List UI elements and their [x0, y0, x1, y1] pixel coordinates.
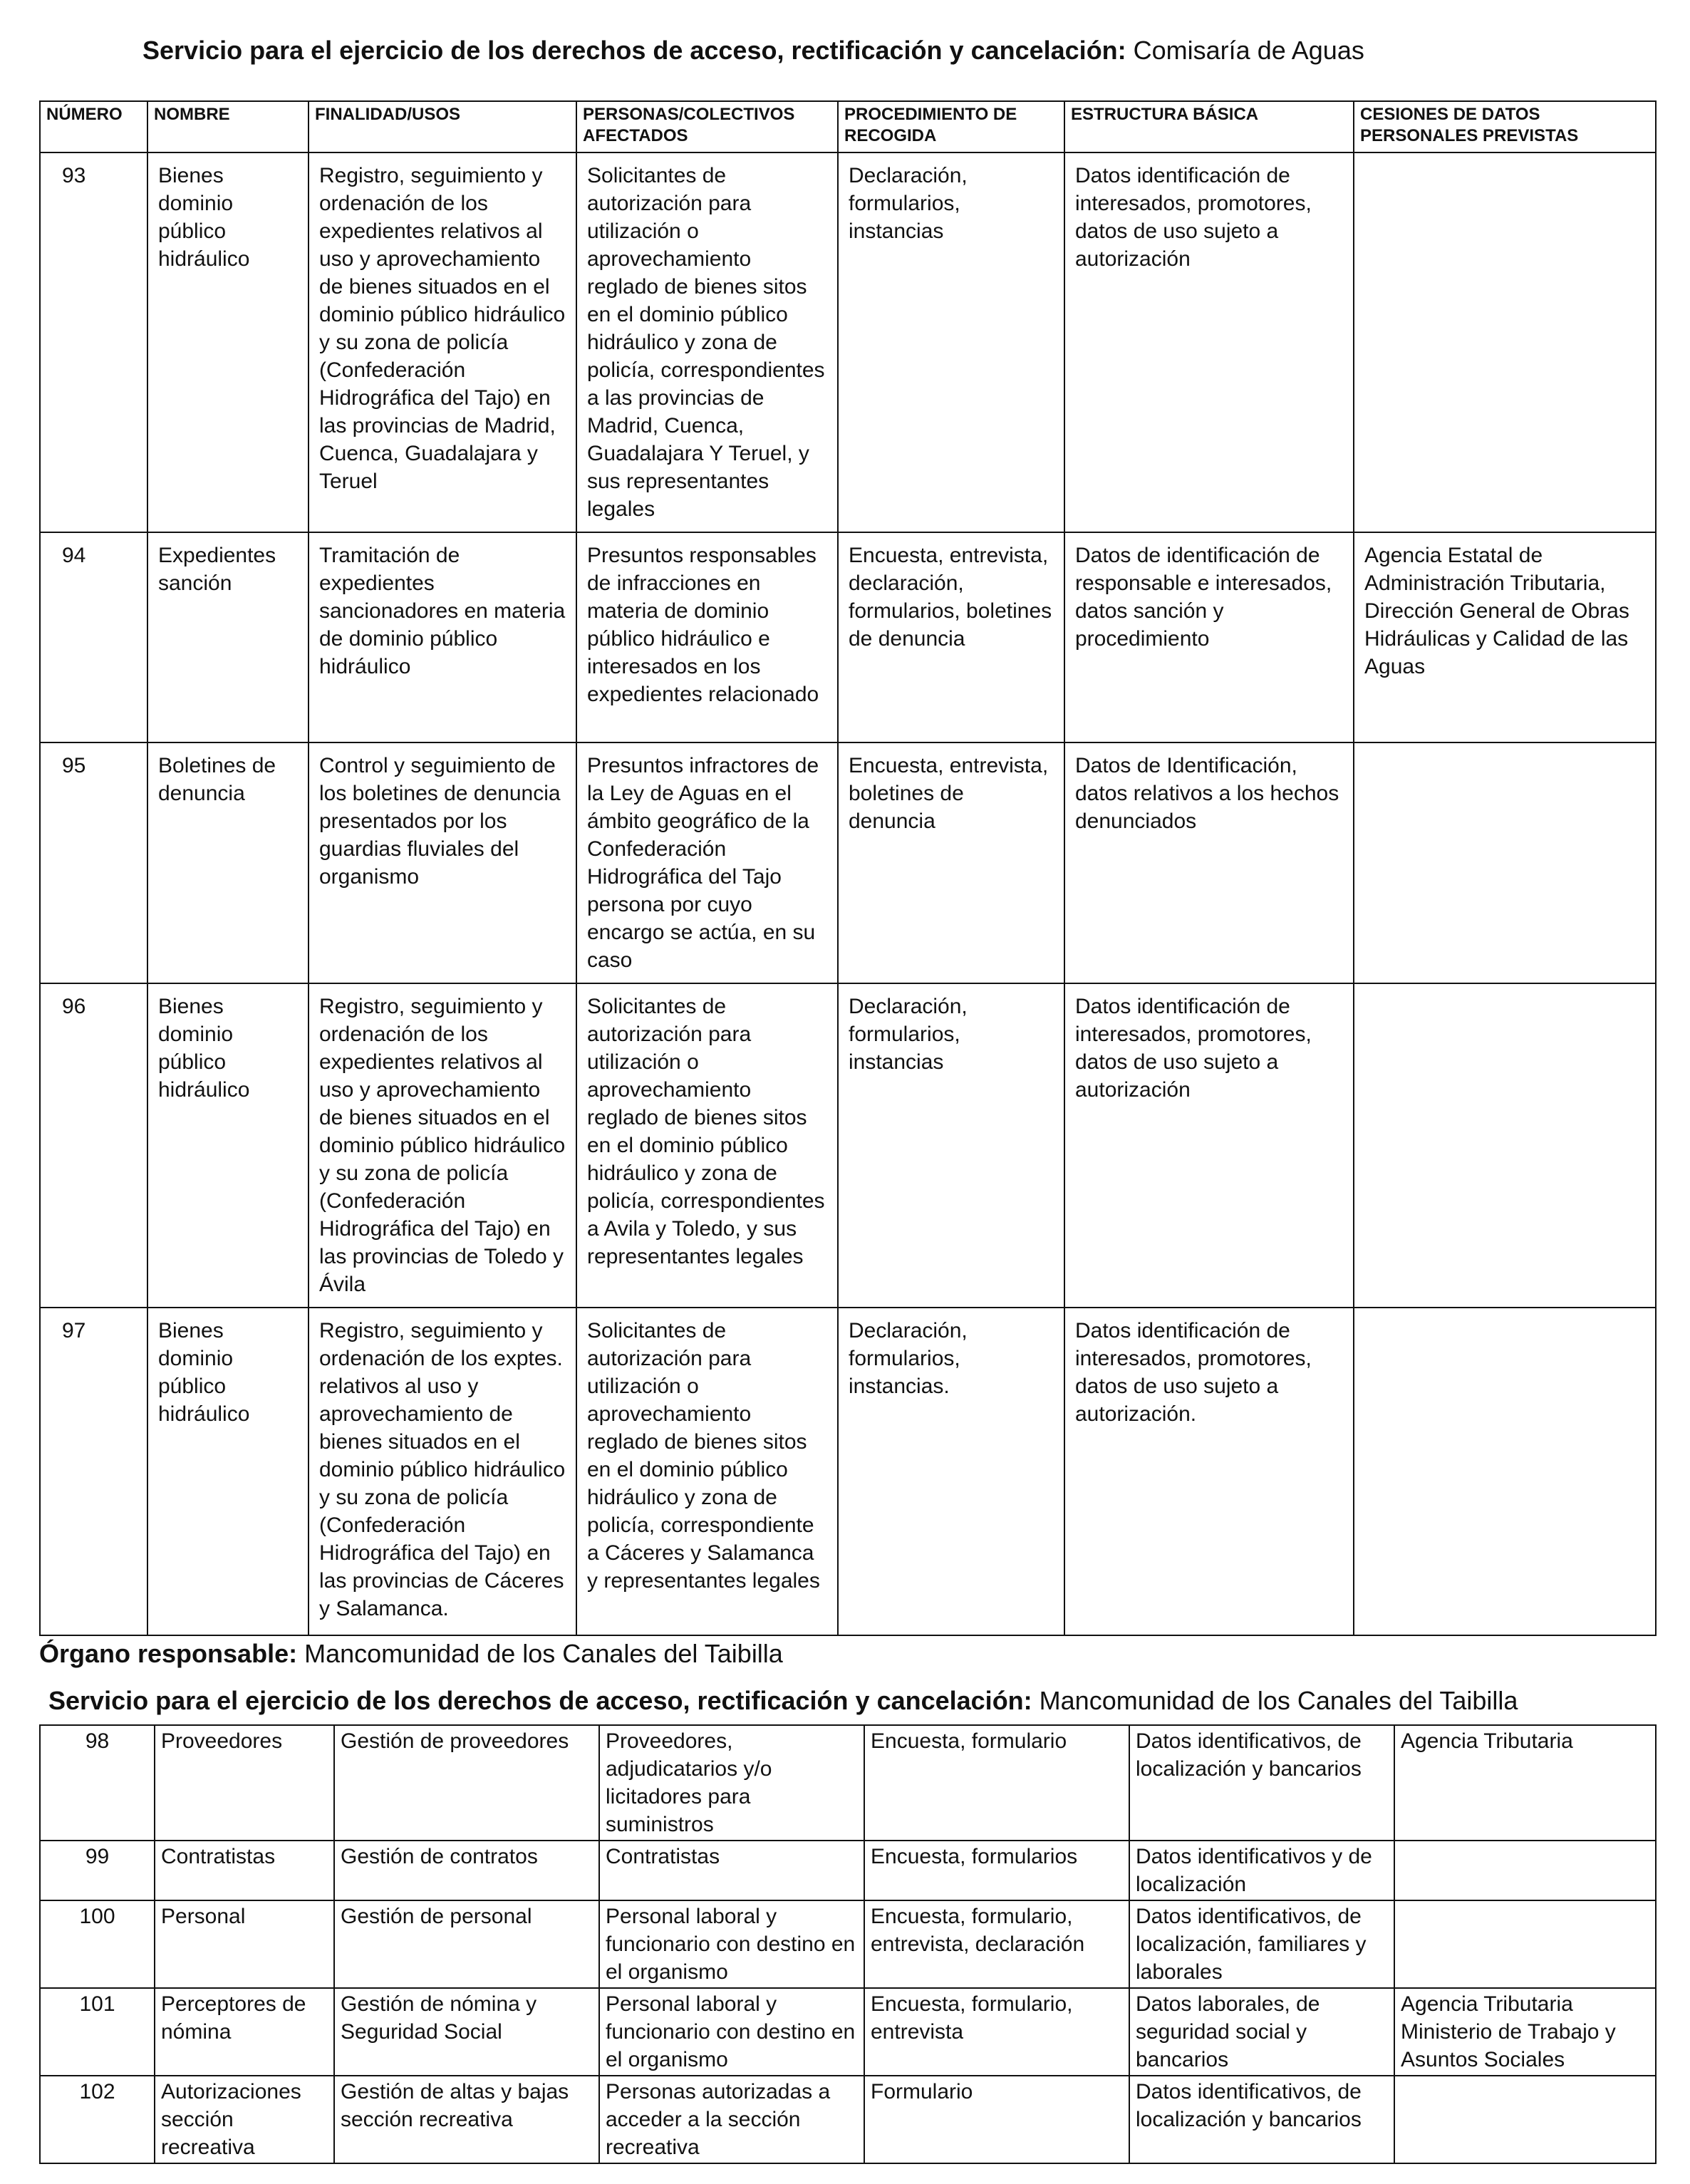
cell-nombre: Expedientes sanción: [147, 532, 309, 742]
cell-cesiones: [1354, 742, 1656, 983]
cell-nombre: Personal: [155, 1900, 334, 1988]
cell-procedimiento: Formulario: [864, 2076, 1129, 2163]
cell-procedimiento: Encuesta, formulario, entrevista, declaración: [864, 1900, 1129, 1988]
cell-finalidad: Gestión de proveedores: [334, 1725, 599, 1841]
cell-cesiones: [1394, 1900, 1656, 1988]
cell-finalidad: Registro, seguimiento y ordenación de los exptes. relativos al uso y aprovechamiento de bienes situados en el dominio público hidráulico y su zona de policía (Confederación Hidrográfica del Tajo) en las provincias de Cáceres y Salamanca.: [309, 1308, 576, 1635]
cell-estructura: Datos identificación de interesados, promotores, datos de uso sujeto a autorización: [1064, 152, 1354, 532]
cell-personas: Solicitantes de autorización para utilización o aprovechamiento reglado de bienes sitos en el dominio público hidráulico y zona de policía, correspondientes a las provincias de Madrid, Cuenca, Guadalajara Y Teruel, y sus representantes legales: [576, 152, 838, 532]
cell-cesiones: Agencia Tributaria: [1394, 1725, 1656, 1841]
cell-numero: 95: [40, 742, 147, 983]
col-header-finalidad: FINALIDAD/USOS: [309, 101, 576, 152]
cell-procedimiento: Encuesta, formulario: [864, 1725, 1129, 1841]
cell-finalidad: Gestión de nómina y Seguridad Social: [334, 1988, 599, 2076]
section-heading-comisaria: [142, 36, 1364, 66]
cell-personas: Contratistas: [599, 1841, 864, 1900]
table-row: [40, 152, 1656, 532]
cell-nombre: Contratistas: [155, 1841, 334, 1900]
table-row: [40, 1841, 1656, 1900]
cell-estructura: Datos identificativos, de localización, familiares y laborales: [1129, 1900, 1394, 1988]
section-heading-taibilla: [48, 1686, 1518, 1716]
cell-personas: Solicitantes de autorización para utilización o aprovechamiento reglado de bienes sitos en el dominio público hidráulico y zona de policía, correspondientes a Avila y Toledo, y sus representantes legales: [576, 983, 838, 1308]
cell-cesiones: Agencia Estatal de Administración Tributaria, Dirección General de Obras Hidráulicas y Calidad de las Aguas: [1354, 532, 1656, 742]
cell-finalidad: Gestión de altas y bajas sección recreativa: [334, 2076, 599, 2163]
cell-estructura: Datos identificación de interesados, promotores, datos de uso sujeto a autorización.: [1064, 1308, 1354, 1635]
cell-procedimiento: Declaración, formularios, instancias: [838, 152, 1064, 532]
organo-responsable: [39, 1639, 783, 1669]
col-header-personas: PERSONAS/COLECTIVOS AFECTADOS: [576, 101, 838, 152]
cell-estructura: Datos de identificación de responsable e interesados, datos sanción y procedimiento: [1064, 532, 1354, 742]
organo-label: Órgano responsable:: [39, 1639, 298, 1668]
cell-procedimiento: Encuesta, entrevista, boletines de denuncia: [838, 742, 1064, 983]
cell-personas: Personal laboral y funcionario con destino en el organismo: [599, 1988, 864, 2076]
table-row: [40, 742, 1656, 983]
cell-cesiones: [1354, 1308, 1656, 1635]
cell-nombre: Boletines de denuncia: [147, 742, 309, 983]
section-heading-bold: Servicio para el ejercicio de los derechos de acceso, rectificación y cancelación:: [142, 36, 1126, 65]
cell-numero: 97: [40, 1308, 147, 1635]
cell-estructura: Datos identificativos y de localización: [1129, 1841, 1394, 1900]
cell-estructura: Datos identificativos, de localización y bancarios: [1129, 2076, 1394, 2163]
col-header-estructura: ESTRUCTURA BÁSICA: [1064, 101, 1354, 152]
cell-finalidad: Registro, seguimiento y ordenación de los expedientes relativos al uso y aprovechamiento de bienes situados en el dominio público hidráulico y su zona de policía (Confederación Hidrográfica del Tajo) en las provincias de Madrid, Cuenca, Guadalajara y Teruel: [309, 152, 576, 532]
table-row: [40, 1725, 1656, 1841]
table-row: [40, 1308, 1656, 1635]
cell-procedimiento: Declaración, formularios, instancias.: [838, 1308, 1064, 1635]
cell-finalidad: Gestión de contratos: [334, 1841, 599, 1900]
cell-nombre: Proveedores: [155, 1725, 334, 1841]
cell-finalidad: Tramitación de expedientes sancionadores en materia de dominio público hidráulico: [309, 532, 576, 742]
cell-numero: 100: [40, 1900, 155, 1988]
cell-numero: 96: [40, 983, 147, 1308]
cell-personas: Personal laboral y funcionario con destino en el organismo: [599, 1900, 864, 1988]
cell-nombre: Bienes dominio público hidráulico: [147, 1308, 309, 1635]
cell-procedimiento: Declaración, formularios, instancias: [838, 983, 1064, 1308]
table-row: [40, 2076, 1656, 2163]
section-heading-rest: Comisaría de Aguas: [1126, 36, 1364, 65]
col-header-procedimiento: PROCEDIMIENTO DE RECOGIDA: [838, 101, 1064, 152]
cell-nombre: Perceptores de nómina: [155, 1988, 334, 2076]
cell-cesiones: Agencia Tributaria Ministerio de Trabajo y Asuntos Sociales: [1394, 1988, 1656, 2076]
cell-finalidad: Gestión de personal: [334, 1900, 599, 1988]
section-heading-rest: Mancomunidad de los Canales del Taibilla: [1032, 1686, 1518, 1715]
cell-nombre: Autorizaciones sección recreativa: [155, 2076, 334, 2163]
col-header-nombre: NOMBRE: [147, 101, 309, 152]
cell-numero: 99: [40, 1841, 155, 1900]
cell-numero: 101: [40, 1988, 155, 2076]
table-row: [40, 1988, 1656, 2076]
cell-finalidad: Registro, seguimiento y ordenación de los expedientes relativos al uso y aprovechamiento de bienes situados en el dominio público hidráulico y su zona de policía (Confederación Hidrográfica del Tajo) en las provincias de Toledo y Ávila: [309, 983, 576, 1308]
cell-personas: Presuntos infractores de la Ley de Aguas en el ámbito geográfico de la Confederación Hidrográfica del Tajo persona por cuyo encargo se actúa, en su caso: [576, 742, 838, 983]
cell-cesiones: [1394, 1841, 1656, 1900]
cell-numero: 94: [40, 532, 147, 742]
cell-estructura: Datos identificación de interesados, promotores, datos de uso sujeto a autorización: [1064, 983, 1354, 1308]
section-heading-bold: Servicio para el ejercicio de los derechos de acceso, rectificación y cancelación:: [48, 1686, 1032, 1715]
table-comisaria: [39, 100, 1657, 1636]
cell-numero: 102: [40, 2076, 155, 2163]
cell-personas: Solicitantes de autorización para utilización o aprovechamiento reglado de bienes sitos en el dominio público hidráulico y zona de policía, correspondiente a Cáceres y Salamanca y representantes legales: [576, 1308, 838, 1635]
cell-procedimiento: Encuesta, formularios: [864, 1841, 1129, 1900]
table-row: [40, 983, 1656, 1308]
cell-personas: Presuntos responsables de infracciones en materia de dominio público hidráulico e interesados en los expedientes relacionado: [576, 532, 838, 742]
col-header-numero: NÚMERO: [40, 101, 147, 152]
cell-nombre: Bienes dominio público hidráulico: [147, 983, 309, 1308]
organo-value: Mancomunidad de los Canales del Taibilla: [297, 1639, 783, 1668]
cell-numero: 93: [40, 152, 147, 532]
cell-cesiones: [1354, 983, 1656, 1308]
cell-nombre: Bienes dominio público hidráulico: [147, 152, 309, 532]
table-header-row: [40, 101, 1656, 152]
cell-procedimiento: Encuesta, entrevista, declaración, formularios, boletines de denuncia: [838, 532, 1064, 742]
table-row: [40, 532, 1656, 742]
cell-estructura: Datos laborales, de seguridad social y bancarios: [1129, 1988, 1394, 2076]
cell-cesiones: [1394, 2076, 1656, 2163]
col-header-cesiones: CESIONES DE DATOS PERSONALES PREVISTAS: [1354, 101, 1656, 152]
table-row: [40, 1900, 1656, 1988]
cell-estructura: Datos de Identificación, datos relativos a los hechos denunciados: [1064, 742, 1354, 983]
cell-cesiones: [1354, 152, 1656, 532]
cell-finalidad: Control y seguimiento de los boletines de denuncia presentados por los guardias fluviales del organismo: [309, 742, 576, 983]
cell-personas: Personas autorizadas a acceder a la sección recreativa: [599, 2076, 864, 2163]
cell-estructura: Datos identificativos, de localización y bancarios: [1129, 1725, 1394, 1841]
cell-procedimiento: Encuesta, formulario, entrevista: [864, 1988, 1129, 2076]
cell-numero: 98: [40, 1725, 155, 1841]
table-taibilla: [39, 1724, 1657, 2164]
cell-personas: Proveedores, adjudicatarios y/o licitadores para suministros: [599, 1725, 864, 1841]
